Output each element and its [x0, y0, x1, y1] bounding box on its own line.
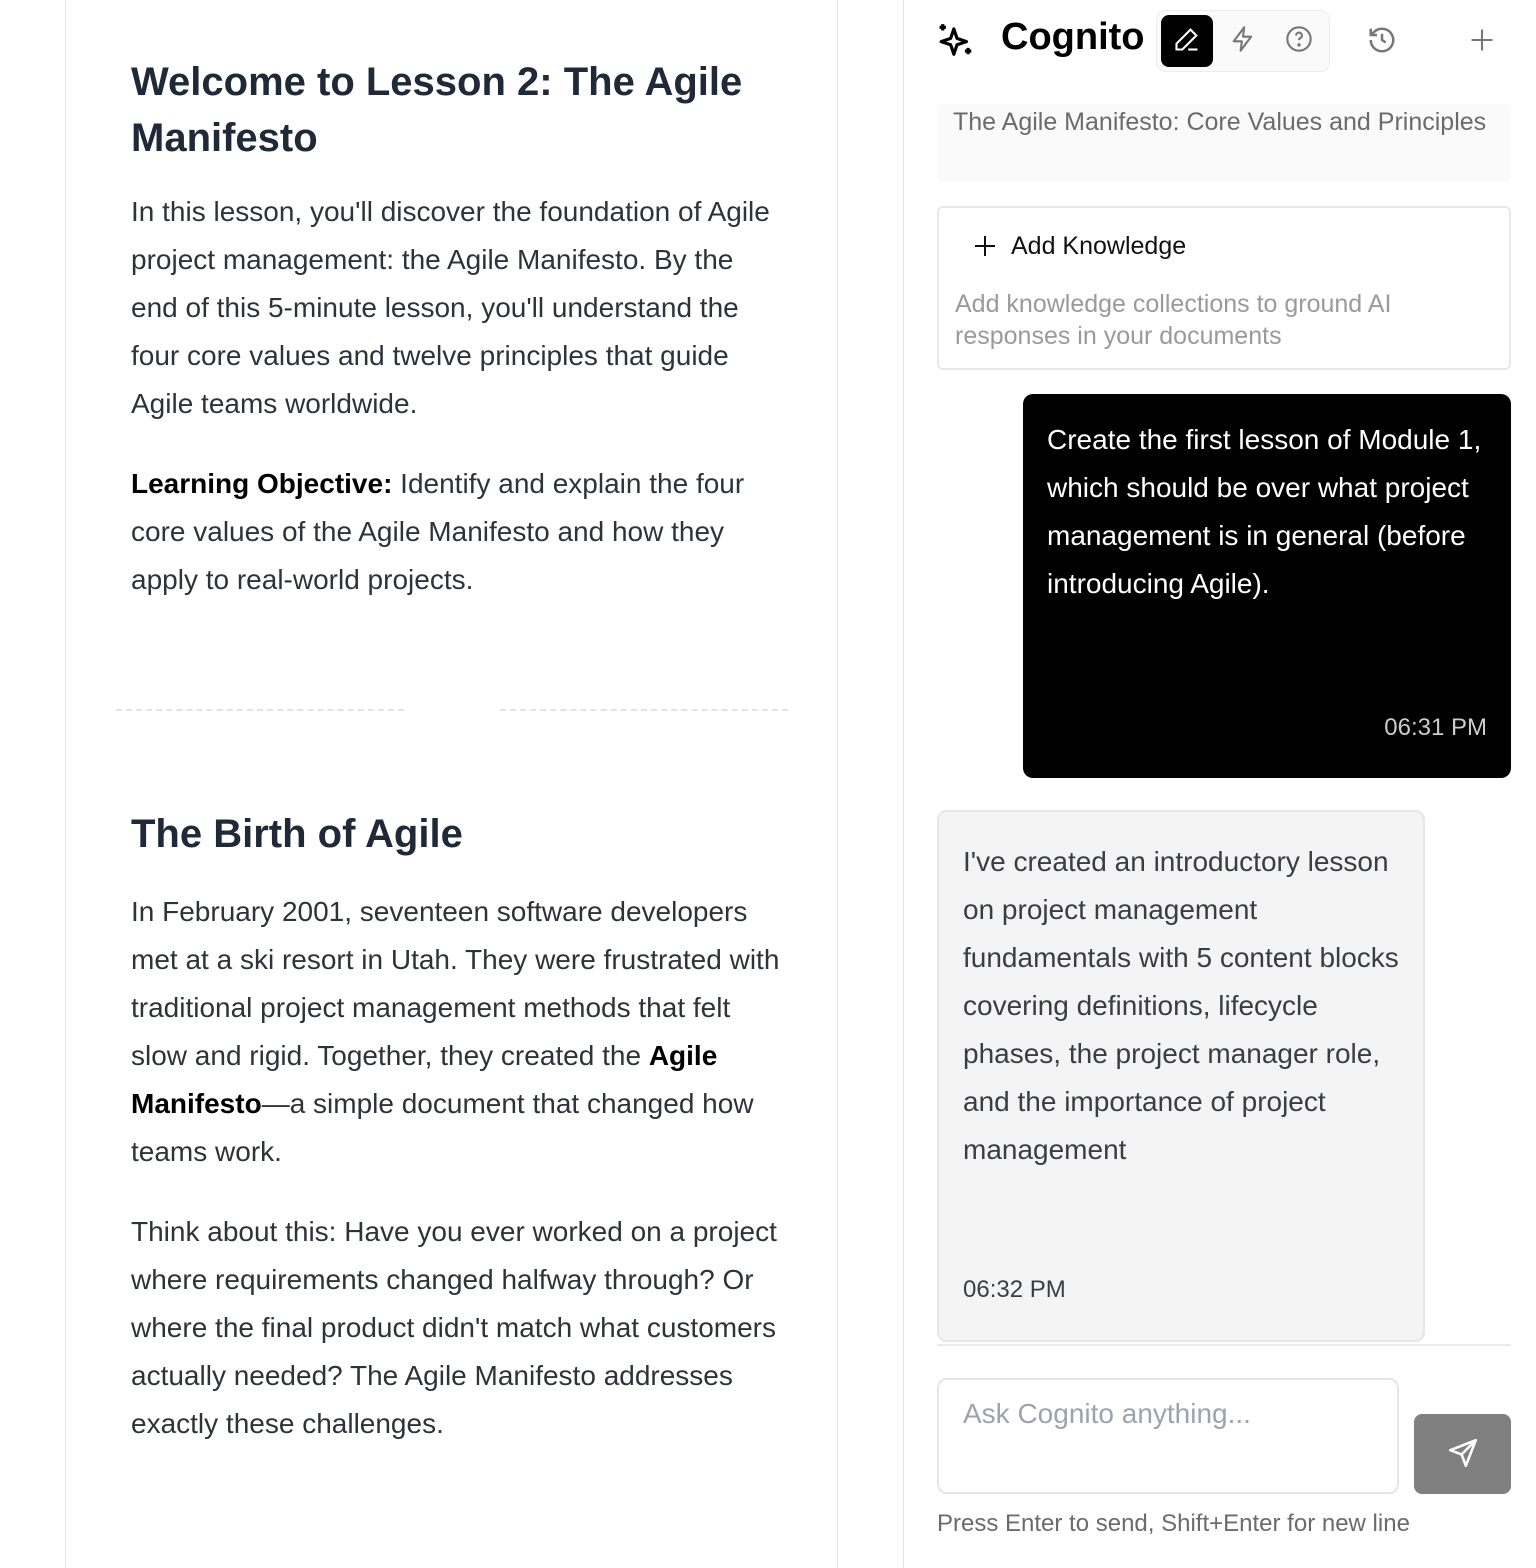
lesson-heading: Welcome to Lesson 2: The Agile Manifesto [131, 60, 743, 160]
brand-name: Cognito [1001, 16, 1145, 58]
objective-label: Learning Objective: [131, 468, 393, 499]
chat-input[interactable] [937, 1378, 1399, 1494]
message-timestamp: 06:32 PM [963, 1276, 1066, 1303]
mode-switcher [1156, 10, 1330, 72]
bold-text: Agile Manifesto [131, 1040, 718, 1119]
learning-objective [131, 460, 781, 604]
divider [116, 709, 404, 711]
divider [500, 709, 788, 711]
intro-paragraph: In this lesson, you'll discover the foundation of Agile project management: the Agile Manifesto. By the end of this 5-minute lesson, you'll understand the four core values and twelve principles that guide Agile teams worldwide. [131, 196, 770, 419]
help-mode-button[interactable] [1273, 15, 1325, 67]
plus-icon [1468, 26, 1496, 59]
text: —a simple document that changed how teams work. [131, 1088, 754, 1167]
message-text: I've created an introductory lesson on project management fundamentals with 5 content blocks covering definitions, lifecycle phases, the project manager role, and the importance of project management [963, 846, 1399, 1165]
message-timestamp: 06:31 PM [1384, 714, 1487, 741]
pencil-icon [1173, 25, 1201, 58]
add-knowledge-button[interactable]: Add Knowledge [1011, 232, 1187, 260]
plus-icon [973, 234, 997, 263]
lesson-document [65, 0, 838, 1568]
add-knowledge-description: Add knowledge collections to ground AI responses in your documents [955, 290, 1392, 350]
divider [937, 1344, 1511, 1346]
send-button[interactable] [1414, 1414, 1511, 1494]
input-hint: Press Enter to send, Shift+Enter for new line [937, 1510, 1410, 1537]
edit-mode-button[interactable] [1161, 15, 1213, 67]
think-paragraph: Think about this: Have you ever worked on a project where requirements changed halfway through? Or where the final product didn't match what customers actually needed? The Agile Manifesto addresses exactly these challenges. [131, 1216, 777, 1439]
lightning-icon [1229, 25, 1257, 58]
history-button[interactable] [1362, 22, 1402, 62]
birth-paragraph [131, 888, 781, 1176]
objective-text: Identify and explain the four core values of the Agile Manifesto and how they apply to real-world projects. [131, 468, 745, 595]
quick-mode-button[interactable] [1217, 15, 1269, 67]
new-chat-button[interactable] [1462, 22, 1502, 62]
help-circle-icon [1285, 25, 1313, 58]
text: In February 2001, seventeen software developers met at a ski resort in Utah. They were frustrated with traditional project management methods that felt slow and rigid. Together, they created the [131, 896, 780, 1071]
history-icon [1367, 25, 1397, 60]
document-title: The Agile Manifesto: Core Values and Principles [937, 104, 1511, 182]
section-heading: The Birth of Agile [131, 812, 463, 856]
send-icon [1446, 1436, 1480, 1473]
user-message [1023, 394, 1511, 778]
sparkles-icon [938, 20, 976, 65]
panel-header [904, 10, 1536, 72]
add-knowledge-card[interactable] [937, 206, 1511, 370]
assistant-message [937, 810, 1425, 1342]
assistant-panel [903, 0, 1536, 1568]
message-text: Create the first lesson of Module 1, which should be over what project management is in general (before introducing Agile). [1047, 424, 1482, 599]
